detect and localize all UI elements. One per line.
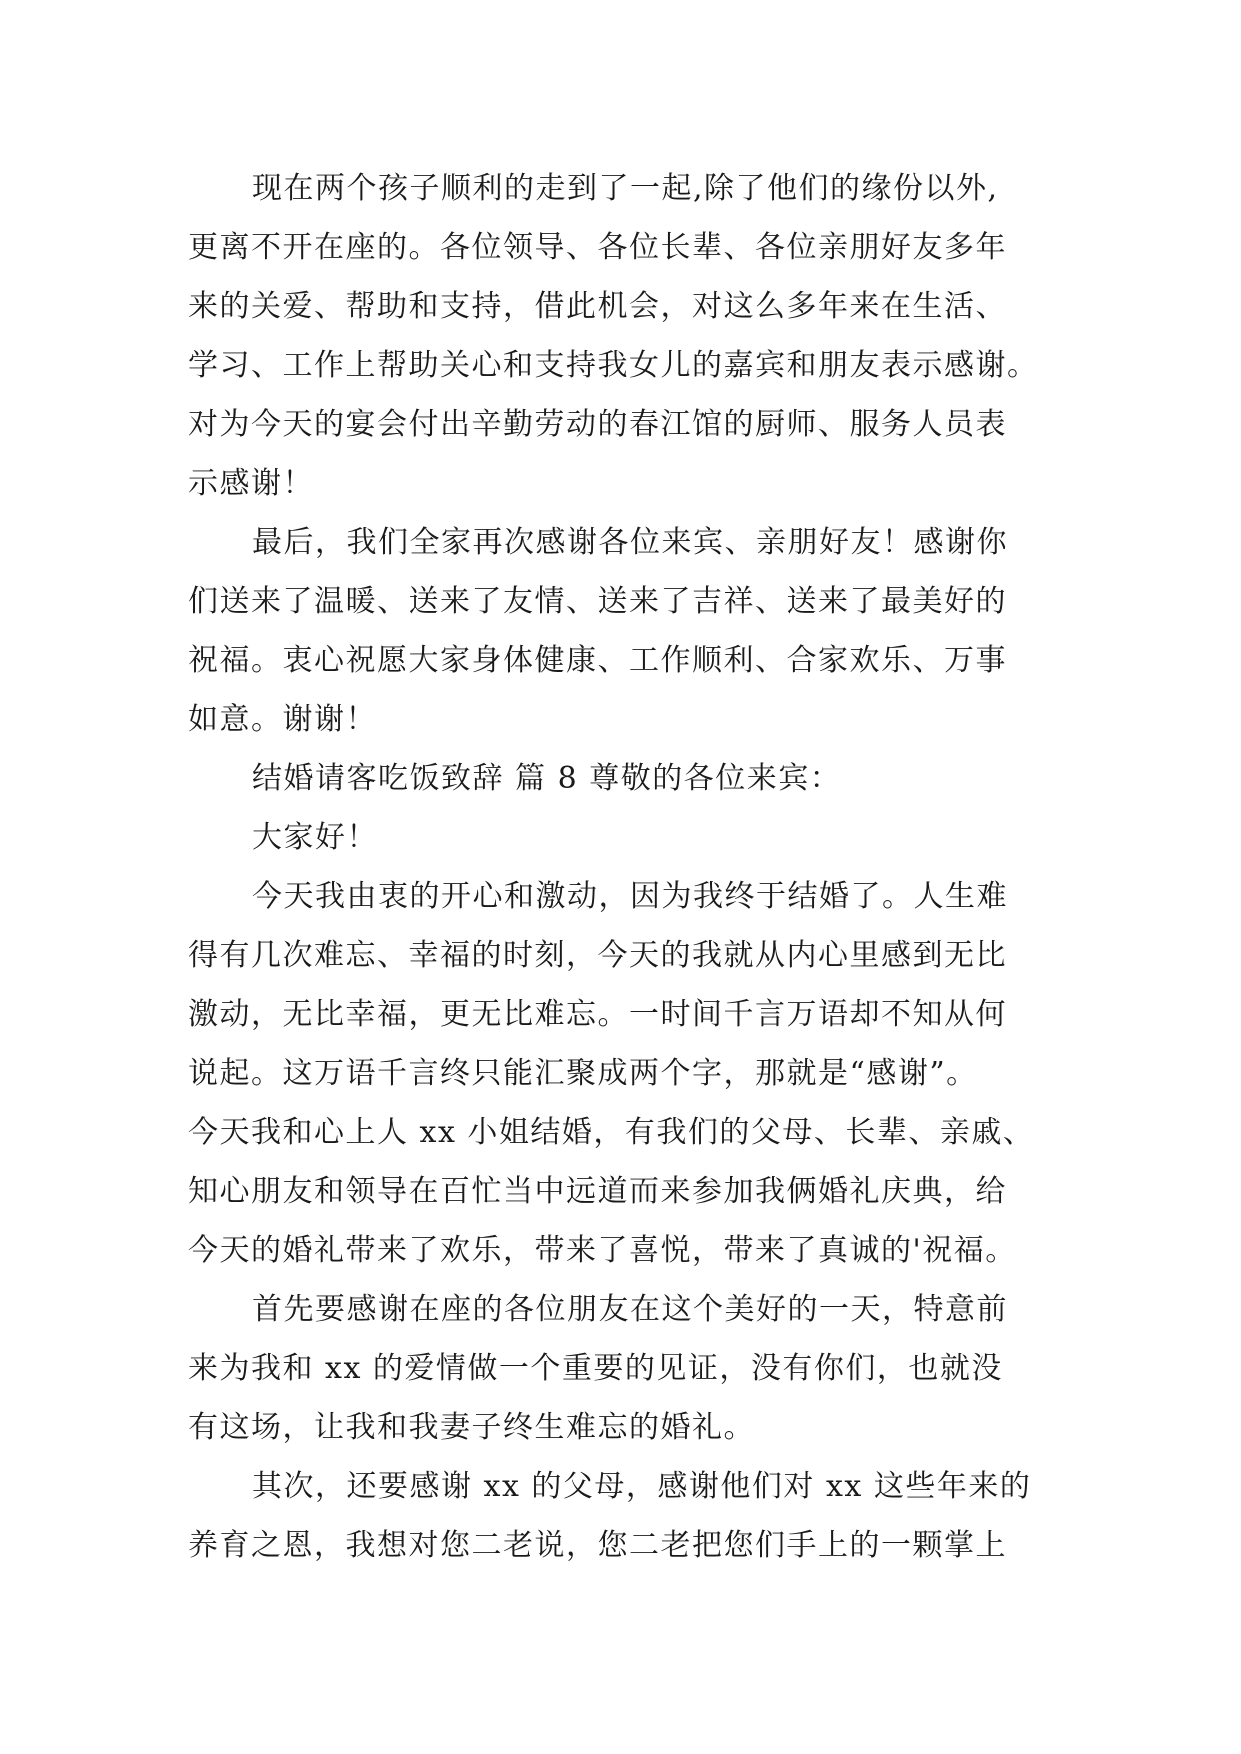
text-line: 今天我和心上人 xx 小姐结婚，有我们的父母、长辈、亲戚、 bbox=[188, 1115, 1035, 1150]
text-line: 结婚请客吃饭致辞 篇 8 尊敬的各位来宾： bbox=[252, 761, 842, 796]
text-line: 来的关爱、帮助和支持，借此机会，对这么多年来在生活、 bbox=[188, 289, 1007, 324]
text-line: 知心朋友和领导在百忙当中远道而来参加我俩婚礼庆典，给 bbox=[188, 1174, 1007, 1209]
text-line: 们送来了温暖、送来了友情、送来了吉祥、送来了最美好的 bbox=[188, 584, 1007, 619]
text-line: 有这场，让我和我妻子终生难忘的婚礼。 bbox=[188, 1410, 755, 1445]
text-line: 首先要感谢在座的各位朋友在这个美好的一天，特意前 bbox=[252, 1292, 1008, 1327]
text-line: 大家好！ bbox=[252, 820, 378, 855]
text-line: 来为我和 xx 的爱情做一个重要的见证，没有你们，也就没 bbox=[188, 1351, 1003, 1386]
text-line: 最后，我们全家再次感谢各位来宾、亲朋好友！感谢你 bbox=[252, 525, 1008, 560]
text-line: 说起。这万语千言终只能汇聚成两个字，那就是“感谢”。 bbox=[188, 1056, 978, 1091]
text-line: 今天的婚礼带来了欢乐，带来了喜悦，带来了真诚的'祝福。 bbox=[188, 1233, 1017, 1268]
text-line: 学习、工作上帮助关心和支持我女儿的嘉宾和朋友表示感谢。 bbox=[188, 348, 1039, 383]
text-line: 如意。谢谢！ bbox=[188, 702, 377, 737]
document-body bbox=[188, 159, 1058, 1575]
text-line: 祝福。衷心祝愿大家身体健康、工作顺利、合家欢乐、万事 bbox=[188, 643, 1007, 678]
text-line: 得有几次难忘、幸福的时刻，今天的我就从内心里感到无比 bbox=[188, 938, 1007, 973]
text-line: 养育之恩，我想对您二老说，您二老把您们手上的一颗掌上 bbox=[188, 1528, 1007, 1563]
text-line: 现在两个孩子顺利的走到了一起,除了他们的缘份以外, bbox=[252, 171, 999, 206]
text-line: 今天我由衷的开心和激动，因为我终于结婚了。人生难 bbox=[252, 879, 1008, 914]
text-line: 激动，无比幸福，更无比难忘。一时间千言万语却不知从何 bbox=[188, 997, 1007, 1032]
text-line: 更离不开在座的。各位领导、各位长辈、各位亲朋好友多年 bbox=[188, 230, 1007, 265]
text-line: 其次，还要感谢 xx 的父母，感谢他们对 xx 这些年来的 bbox=[252, 1469, 1032, 1504]
text-line: 对为今天的宴会付出辛勤劳动的春江馆的厨师、服务人员表 bbox=[188, 407, 1007, 442]
text-line: 示感谢！ bbox=[188, 466, 314, 501]
